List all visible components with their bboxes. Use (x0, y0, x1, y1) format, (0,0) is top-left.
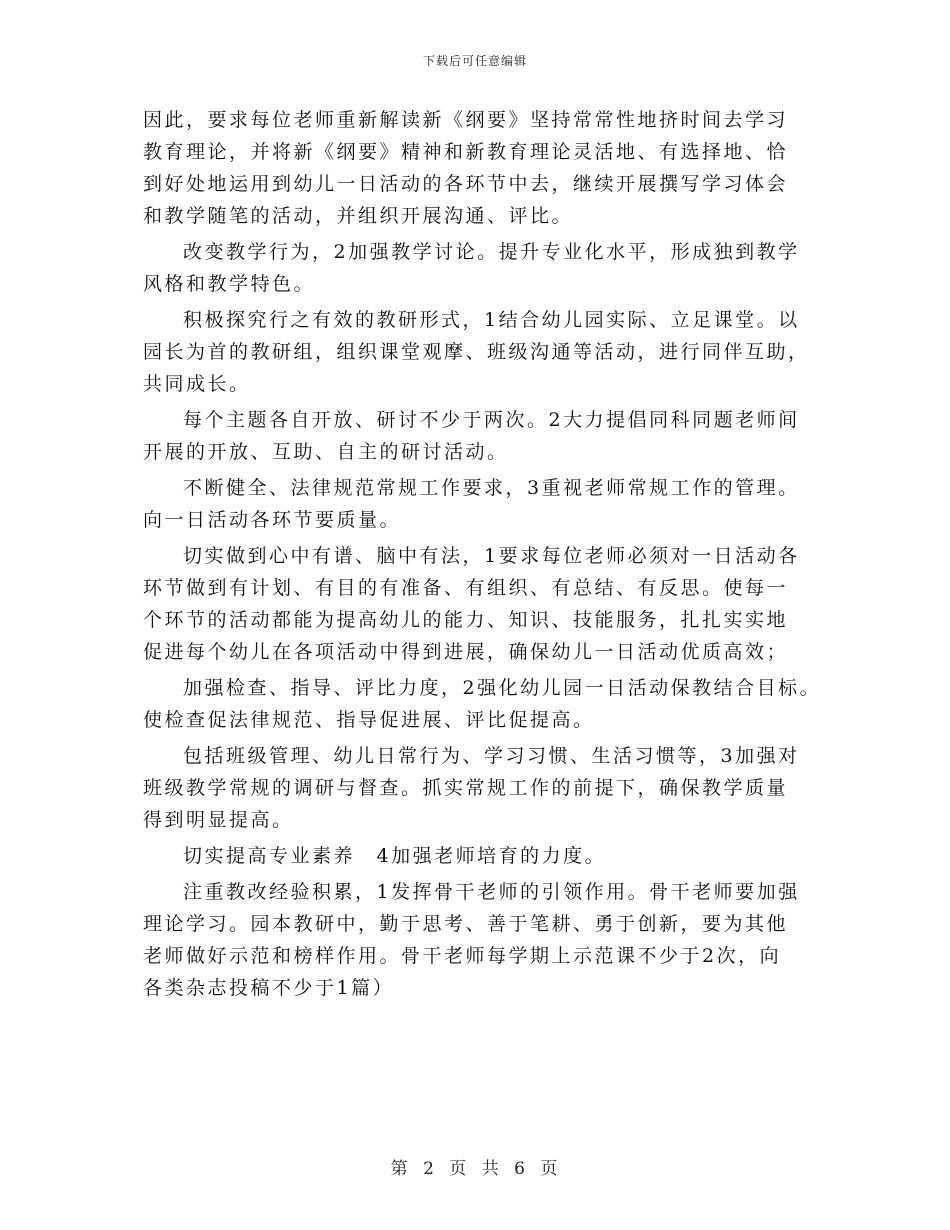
text-line: 老师做好示范和榜样作用。骨干老师每学期上示范课不少于2次，向 (143, 945, 782, 967)
text-line: 因此，要求每位老师重新解读新《纲要》坚持常常性地挤时间去学习 (143, 109, 789, 131)
text-line: 教育理论，并将新《纲要》精神和新教育理论灵活地、有选择地、恰 (143, 141, 789, 163)
paragraph (143, 404, 833, 468)
text-line: 得到明显提高。 (143, 809, 294, 831)
text-line: 共同成长。 (143, 373, 251, 395)
text-line: 向一日活动各环节要质量。 (143, 509, 402, 531)
text-line: 园长为首的教研组，组织课堂观摩、班级沟通等活动，进行同伴互助， (143, 341, 810, 363)
paragraph (143, 876, 833, 1004)
text-line: 使检查促法律规范、指导促进展、评比促提高。 (143, 709, 595, 731)
text-line: 切实提高专业素养 4加强老师培育的力度。 (183, 845, 607, 867)
text-line: 个环节的活动都能为提高幼儿的能力、知识、技能服务，扎扎实实地 (143, 609, 789, 631)
paragraph (143, 740, 833, 836)
text-line: 风格和教学特色。 (143, 273, 316, 295)
text-line: 加强检查、指导、评比力度，2强化幼儿园一日活动保教结合目标。 (183, 677, 822, 699)
text-line: 理论学习。园本教研中，勤于思考、善于笔耕、勇于创新，要为其他 (143, 913, 789, 935)
page-number: 第 2 页 共 6 页 (390, 1159, 560, 1179)
text-line: 包括班级管理、幼儿日常行为、学习习惯、生活习惯等，3加强对 (183, 745, 800, 767)
text-line: 各类杂志投稿不少于1篇） (143, 977, 395, 999)
text-line: 每个主题各自开放、研讨不少于两次。2大力提倡同科同题老师间 (183, 409, 800, 431)
text-line: 改变教学行为，2加强教学讨论。提升专业化水平，形成独到教学 (183, 241, 800, 263)
text-line: 不断健全、法律规范常规工作要求，3重视老师常规工作的管理。 (183, 477, 800, 499)
text-line: 切实做到心中有谱、脑中有法，1要求每位老师必须对一日活动各 (183, 545, 800, 567)
paragraph (143, 104, 833, 232)
text-line: 到好处地运用到幼儿一日活动的各环节中去，继续开展撰写学习体会 (143, 173, 789, 195)
page-header: 下载后可任意编辑 (422, 54, 527, 68)
paragraph (143, 236, 833, 300)
text-line: 环节做到有计划、有目的有准备、有组织、有总结、有反思。使每一 (143, 577, 789, 599)
document-body (143, 104, 833, 1008)
text-line: 积极探究行之有效的教研形式，1结合幼儿园实际、立足课堂。以 (183, 309, 800, 331)
paragraph (143, 840, 833, 872)
text-line: 促进每个幼儿在各项活动中得到进展，确保幼儿一日活动优质高效； (143, 641, 789, 663)
paragraph (143, 304, 833, 400)
text-line: 注重教改经验积累，1发挥骨干老师的引领作用。骨干老师要加强 (183, 881, 800, 903)
text-line: 班级教学常规的调研与督查。抓实常规工作的前提下，确保教学质量 (143, 777, 789, 799)
text-line: 和教学随笔的活动，并组织开展沟通、评比。 (143, 205, 574, 227)
paragraph (143, 672, 833, 736)
paragraph (143, 472, 833, 536)
paragraph (143, 540, 833, 668)
text-line: 开展的开放、互助、自主的研讨活动。 (143, 441, 509, 463)
